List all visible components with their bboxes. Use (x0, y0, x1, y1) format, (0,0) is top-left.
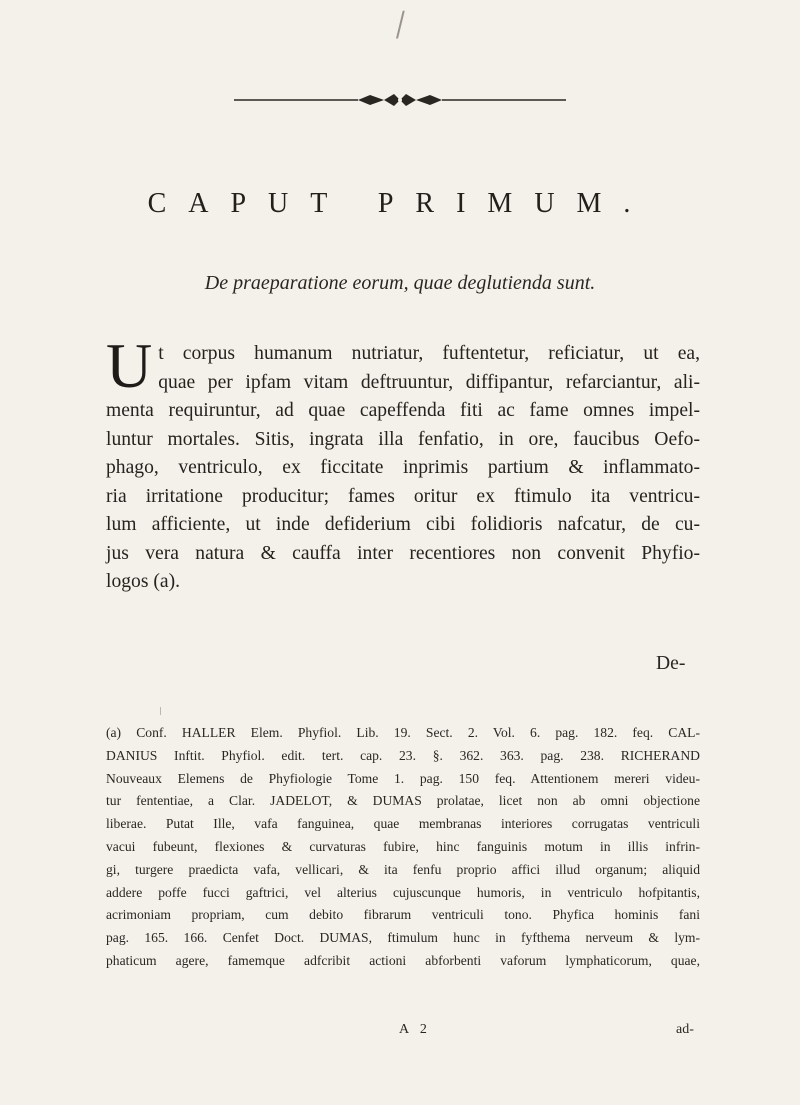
catchword: De- (656, 653, 686, 674)
body-line: lum afficiente, ut inde defiderium cibi folidioris nafcatur, de cu- (106, 514, 700, 535)
footnote-line: (a) Conf. HALLER Elem. Phyfiol. Lib. 19. Sect. 2. Vol. 6. pag. 182. feq. CAL- (106, 725, 700, 740)
chapter-subtitle: De praeparatione eorum, quae deglutienda sunt. (204, 272, 596, 294)
body-line: phago, ventriculo, ex ficcitate inprimis partium & inflammato- (106, 457, 700, 478)
drop-cap-initial: U (106, 330, 153, 401)
body-line: quae per ipfam vitam deftruuntur, diffipantur, refarciantur, ali- (158, 371, 700, 393)
footnote-line: vacui fubeunt, flexiones & curvaturas fubire, hinc fanguinis motum in illis infrin- (106, 838, 700, 854)
body-line: logos (a). (106, 571, 181, 592)
footnote-line: DANIUS Inftit. Phyfiol. edit. tert. cap. 23. §. 362. 363. pag. 238. RICHERAND (106, 747, 700, 763)
footnote-line: acrimoniam propriam, cum debito fibrarum ventriculi tono. Phyfica hominis fani (106, 907, 700, 923)
footnote-line: tur fententiae, a Clar. JADELOT, & DUMAS prolatae, licet non ab omni objectione (106, 793, 700, 809)
footnote-catchword: ad- (676, 1022, 694, 1037)
body-line: t corpus humanum nutriatur, fuftentetur, reficiatur, ut ea, (158, 343, 700, 364)
body-line: ria irritatione producitur; fames oritur ex ftimulo ita ventricu- (106, 485, 700, 507)
body-paragraph (106, 330, 700, 597)
footnote-line: liberae. Putat Ille, vafa fanguinea, quae membranas interiores corrugatas ventriculi (106, 816, 700, 832)
body-line: luntur mortales. Sitis, ingrata illa fenfatio, in ore, faucibus Oefo- (106, 428, 700, 450)
footnote-line: pag. 165. 166. Cenfet Doct. DUMAS, ftimulum hunc in fyfthema nerveum & lym- (106, 930, 700, 946)
signature-mark: A 2 (399, 1022, 431, 1037)
footnote-line: addere poffe fucci gaftrici, vel alterius cujuscunque humoris, in ventriculo hofpitantis, (106, 884, 700, 900)
chapter-title: CAPUT PRIMUM. (147, 188, 653, 219)
footnote-line: Nouveaux Elemens de Phyfiologie Tome 1. pag. 150 feq. Attentionem mereri videu- (106, 770, 700, 786)
ornament-rule (234, 92, 566, 108)
body-line: jus vera natura & cauffa inter recentiores non convenit Phyfio- (106, 542, 700, 564)
footnote-line: gi, turgere praedicta vafa, vellicari, & ita fenfu proprio affici illud organum; aliquid (106, 861, 700, 877)
footnote-line: phaticum agere, famemque adfcribit actioni abforbenti vaforum lymphaticorum, quae, (106, 952, 700, 968)
footnote-block (106, 722, 700, 973)
body-line: menta requiruntur, ad quae capeffenda fiti ac fame omnes impel- (106, 400, 700, 421)
top-mark: / (396, 5, 405, 45)
footnote-separator-mark (160, 707, 161, 715)
